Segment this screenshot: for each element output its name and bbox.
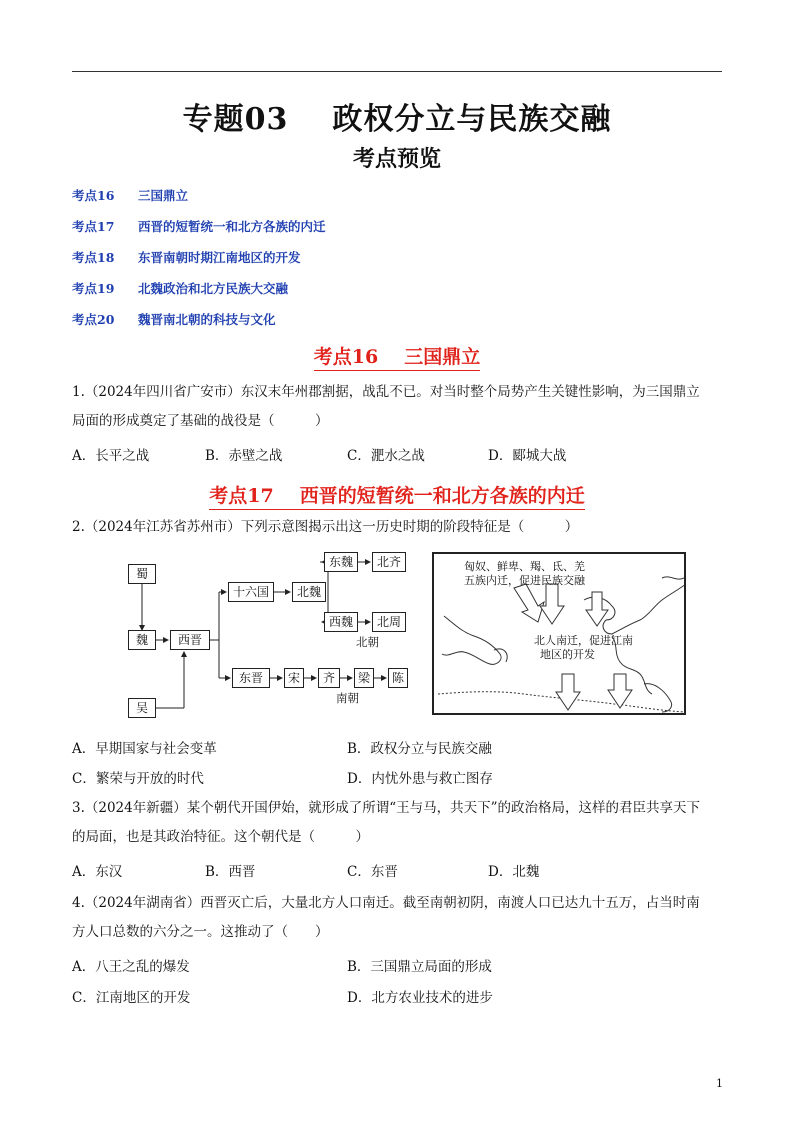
- section-heading-17: 考点17 西晋的短暂统一和北方各族的内迁: [0, 481, 794, 510]
- node-beiwei: 北魏: [292, 582, 326, 602]
- node-qi: 齐: [318, 668, 340, 688]
- q4-option-b[interactable]: B．三国鼎立局面的形成: [347, 959, 492, 975]
- q3-option-a[interactable]: A．东汉: [72, 864, 123, 880]
- map-label-3: 北人南迁，促进江南: [534, 634, 633, 647]
- top-rule: [72, 71, 722, 72]
- node-wei: 魏: [128, 630, 156, 650]
- node-chen: 陈: [388, 668, 408, 688]
- label-beichao: 北朝: [356, 635, 379, 649]
- toc-item[interactable]: 考点16 三国鼎立: [72, 188, 189, 203]
- node-beiqi: 北齐: [372, 552, 406, 572]
- map-label-4: 地区的开发: [540, 648, 595, 661]
- q2-option-c[interactable]: C．繁荣与开放的时代: [72, 771, 204, 787]
- question-3-text-cont: 的局面，也是其政治特征。这个朝代是（ ）: [72, 829, 369, 845]
- question-2-text: 2.（2024年江苏省苏州市）下列示意图揭示出这一历史时期的阶段特征是（ ）: [72, 519, 579, 535]
- page-subtitle: 考点预览: [352, 146, 441, 172]
- map-label-2: 五族内迁，促进民族交融: [464, 574, 585, 587]
- question-1-text-cont: 局面的形成奠定了基础的战役是（ ）: [72, 413, 329, 429]
- title-prefix: 专题03: [182, 102, 289, 137]
- q4-option-a[interactable]: A．八王之乱的爆发: [72, 959, 190, 975]
- node-liang: 梁: [354, 668, 374, 688]
- q1-option-b[interactable]: B．赤壁之战: [205, 448, 283, 464]
- toc-list: [72, 186, 326, 341]
- node-xijin: 西晋: [170, 630, 210, 650]
- q1-option-a[interactable]: A．长平之战: [72, 448, 150, 464]
- q3-option-c[interactable]: C．东晋: [347, 864, 398, 880]
- node-shu: 蜀: [128, 564, 156, 584]
- node-wu: 吴: [128, 698, 156, 718]
- toc-item[interactable]: 考点18 东晋南朝时期江南地区的开发: [72, 250, 301, 265]
- question-4-text-cont: 方人口总数的六分之一。这推动了（ ）: [72, 924, 329, 940]
- q4-option-d[interactable]: D．北方农业技术的进步: [347, 990, 493, 1006]
- node-shiliuguo: 十六国: [228, 582, 274, 602]
- q1-option-c[interactable]: C．淝水之战: [347, 448, 425, 464]
- toc-item[interactable]: 考点19 北魏政治和北方民族大交融: [72, 281, 289, 296]
- dynasty-flow-diagram: [122, 550, 422, 720]
- question-1-text: 1.（2024年四川省广安市）东汉末年州郡割据，战乱不已。对当时整个局势产生关键性影响，为三国鼎立: [72, 384, 700, 400]
- q2-option-d[interactable]: D．内忧外患与救亡图存: [347, 771, 493, 787]
- label-nanchao: 南朝: [336, 691, 359, 705]
- q3-option-d[interactable]: D．北魏: [488, 864, 540, 880]
- node-beizhou: 北周: [372, 612, 406, 632]
- title-main: 政权分立与民族交融: [332, 102, 612, 137]
- node-xiwei: 西魏: [324, 612, 358, 632]
- q3-option-b[interactable]: B．西晋: [205, 864, 256, 880]
- node-song: 宋: [284, 668, 304, 688]
- q1-option-d[interactable]: D．郾城大战: [488, 448, 567, 464]
- q2-option-a[interactable]: A．早期国家与社会变革: [72, 741, 217, 757]
- question-4-text: 4.（2024年湖南省）西晋灭亡后，大量北方人口南迁。截至南朝初阴，南渡人口已达九十五万，占当时南: [72, 895, 700, 911]
- node-dongwei: 东魏: [324, 552, 358, 572]
- question-3-text: 3.（2024年新疆）某个朝代开国伊始，就形成了所谓“王与马，共天下”的政治格局，这样的君臣共享天下: [72, 800, 701, 816]
- toc-item[interactable]: 考点17 西晋的短暂统一和北方各族的内迁: [72, 219, 326, 234]
- page-title: [0, 94, 794, 138]
- migration-map: [432, 552, 686, 715]
- section-heading-16: 考点16 三国鼎立: [0, 342, 794, 371]
- toc-item[interactable]: 考点20 魏晋南北朝的科技与文化: [72, 312, 276, 327]
- page-number: 1: [716, 1077, 723, 1090]
- q4-option-c[interactable]: C．江南地区的开发: [72, 990, 191, 1006]
- map-label-1: 匈奴、鲜卑、羯、氐、羌: [464, 560, 585, 573]
- node-dongjin: 东晋: [232, 668, 270, 688]
- q2-option-b[interactable]: B．政权分立与民族交融: [347, 741, 492, 757]
